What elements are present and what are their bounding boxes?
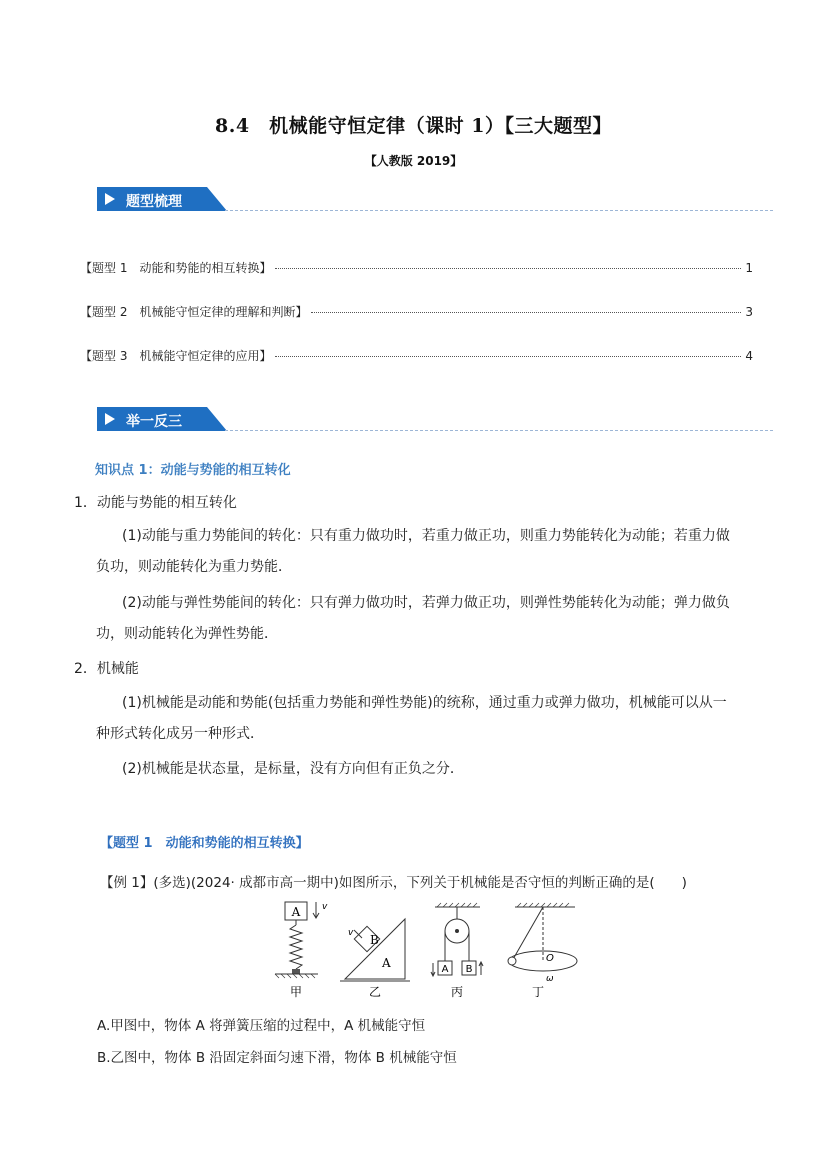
toc-entry-1[interactable] <box>80 259 753 276</box>
physics-figure <box>270 897 590 1001</box>
toc-leader-dots <box>275 268 741 269</box>
toc-page-number: 1 <box>745 261 753 275</box>
toc-leader-dots <box>275 356 741 357</box>
example-question: 【例 1】(多选)(2024· 成都市高一期中)如图所示，下列关于机械能是否守恒的判断正确的是( ) <box>100 875 687 891</box>
section-banner-practice <box>97 407 227 431</box>
knowledge-paragraph: 负功，则动能转化为重力势能． <box>96 559 292 575</box>
toc-entry-3[interactable] <box>80 347 753 364</box>
toc-page-number: 3 <box>745 305 753 319</box>
banner-label: 举一反三 <box>126 414 182 430</box>
section-divider <box>225 210 773 211</box>
pulley-a-label: A <box>441 964 449 975</box>
block-a-label: A <box>291 905 301 919</box>
figure-label-bing: 丙 <box>450 985 464 999</box>
toc-leader-dots <box>311 312 741 313</box>
center-o-label: O <box>546 953 554 964</box>
document-title: 8.4 机械能守恒定律（课时 1）【三大题型】 <box>215 115 612 137</box>
option-b: B.乙图中，物体 B 沿固定斜面匀速下滑，物体 B 机械能守恒 <box>97 1050 457 1066</box>
velocity-label: v <box>322 902 328 912</box>
figure-bing <box>431 903 483 999</box>
omega-label: ω <box>546 974 554 984</box>
section-divider <box>225 430 773 431</box>
knowledge-paragraph: (1)机械能是动能和势能(包括重力势能和弹性势能)的统称，通过重力或弹力做功，机械能可以从一 <box>122 695 727 711</box>
figure-label-ding: 丁 <box>531 985 545 999</box>
knowledge-paragraph: 种形式转化成另一种形式． <box>96 726 264 742</box>
question-type-heading: 【题型 1 动能和势能的相互转换】 <box>100 836 309 851</box>
toc-entry-label: 【题型 2 机械能守恒定律的理解和判断】 <box>80 305 308 319</box>
figure-jia <box>275 902 328 999</box>
incline-a-label: A <box>382 956 391 970</box>
figure-label-jia: 甲 <box>289 985 303 999</box>
section-banner-question-types <box>97 187 227 211</box>
toc-entry-2[interactable] <box>80 303 753 320</box>
figure-label-yi: 乙 <box>368 985 382 999</box>
knowledge-paragraph: (2)机械能是状态量，是标量，没有方向但有正负之分． <box>122 761 464 777</box>
knowledge-paragraph: 功，则动能转化为弹性势能． <box>96 626 278 642</box>
knowledge-paragraph: (1)动能与重力势能间的转化：只有重力做功时，若重力做正功，则重力势能转化为动能；若重力做 <box>122 528 730 544</box>
toc-entry-label: 【题型 1 动能和势能的相互转换】 <box>80 261 272 275</box>
velocity-label: v <box>348 928 354 938</box>
option-a: A.甲图中，物体 A 将弹簧压缩的过程中，A 机械能守恒 <box>97 1018 426 1034</box>
knowledge-paragraph: (2)动能与弹性势能间的转化：只有弹力做功时，若弹力做正功，则弹性势能转化为动能；弹力做负 <box>122 595 730 611</box>
document-subtitle: 【人教版 2019】 <box>364 154 463 168</box>
knowledge-item-1-title: 1．动能与势能的相互转化 <box>74 495 237 511</box>
knowledge-heading: 知识点 1：动能与势能的相互转化 <box>95 463 291 478</box>
knowledge-item-2-title: 2．机械能 <box>74 661 139 677</box>
figure-yi <box>340 919 410 999</box>
toc-page-number: 4 <box>745 349 753 363</box>
block-b-label: B <box>370 933 379 947</box>
toc-entry-label: 【题型 3 机械能守恒定律的应用】 <box>80 349 272 363</box>
banner-label: 题型梳理 <box>126 194 182 210</box>
pulley-b-label: B <box>465 964 473 975</box>
figure-ding <box>508 903 577 999</box>
